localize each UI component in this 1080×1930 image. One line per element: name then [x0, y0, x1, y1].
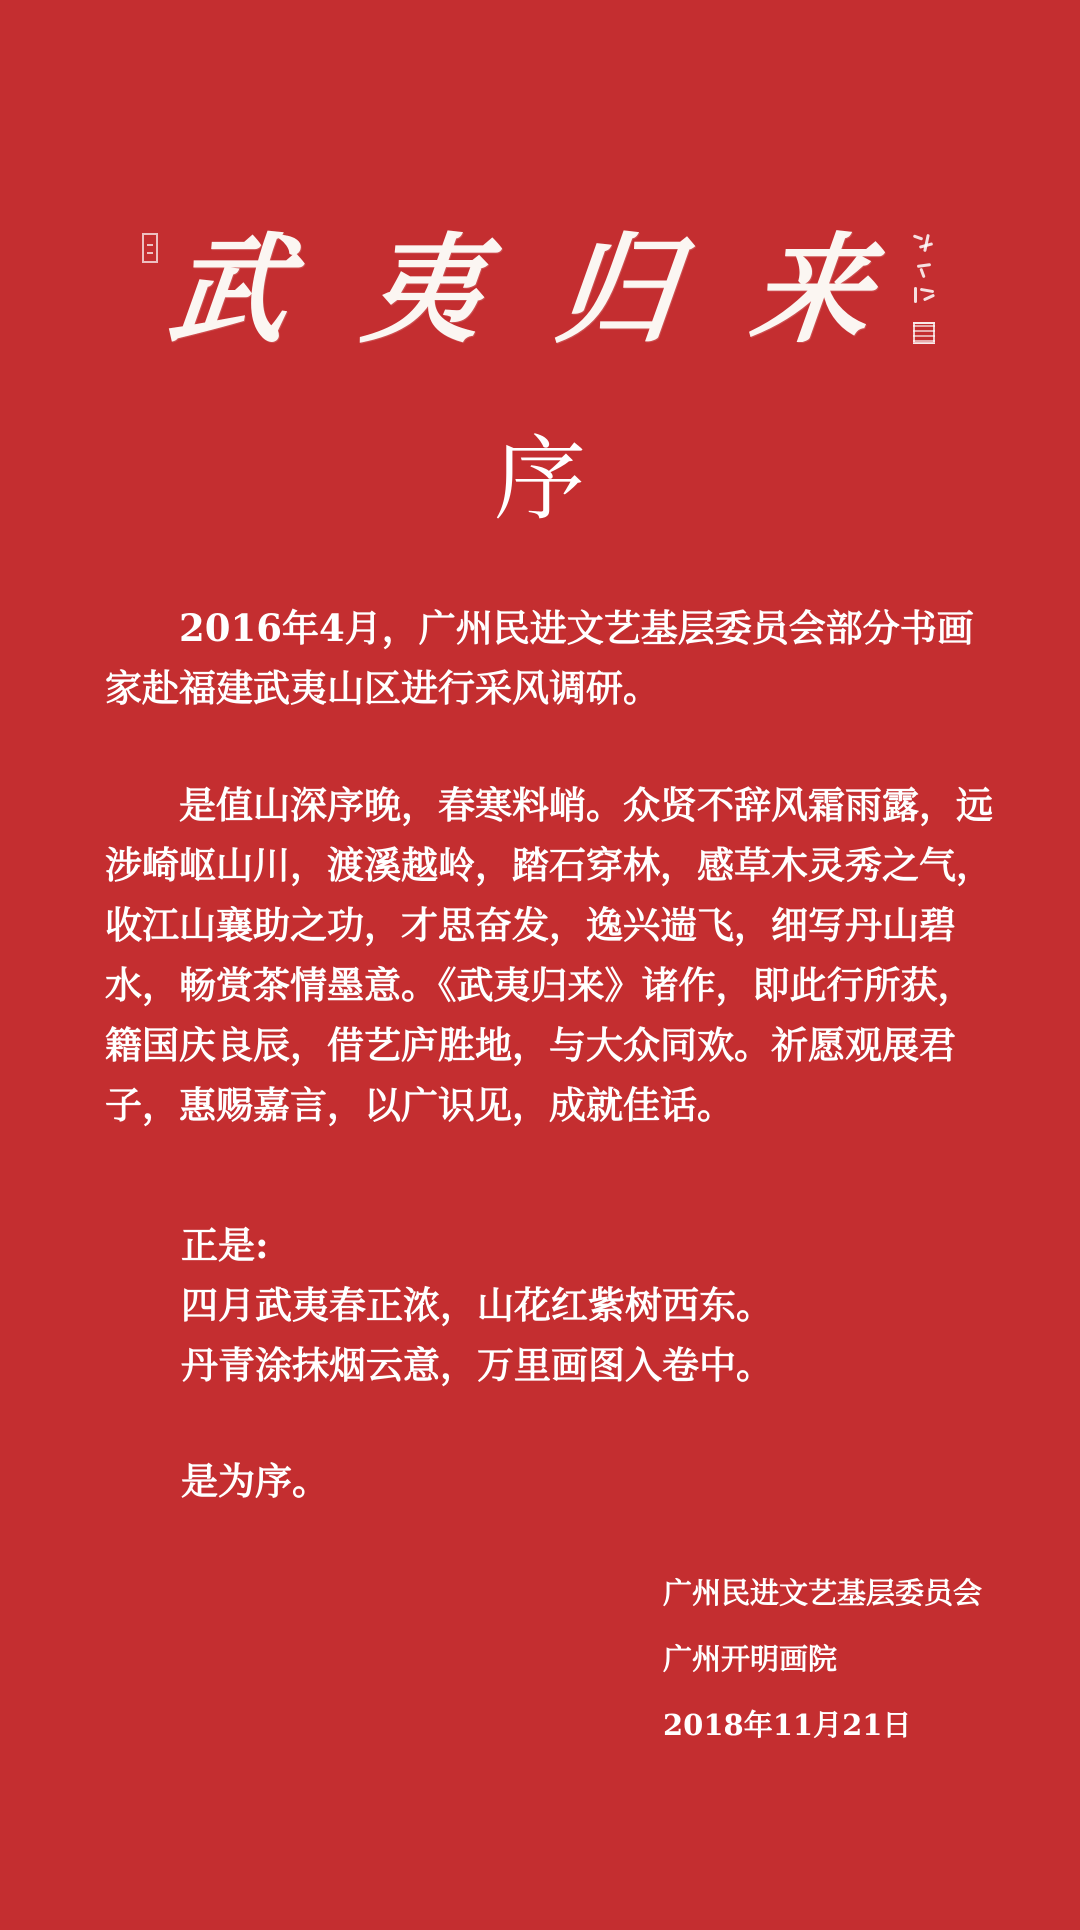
- paragraph-intro: [105, 598, 995, 718]
- calligraphy-title: [162, 205, 878, 375]
- name-seal-icon: [913, 322, 935, 344]
- title-char: 夷: [356, 220, 490, 359]
- preface-heading: 序: [493, 426, 586, 533]
- title-char: 武: [162, 220, 296, 359]
- paragraph-main: [105, 775, 995, 1135]
- poem-block: [181, 1215, 773, 1395]
- footer-academy: 广州开明画院: [663, 1642, 838, 1676]
- paragraph-text: 是值山深序晚，春寒料峭。众贤不辞风霜雨露，远涉崎岖山川，渡溪越岭，踏石穿林，感草木灵秀之气，收江山襄助之功，才思奋发，逸兴遄飞，细写丹山碧水，畅赏茶情墨意。《武夷归来》诸作，即此行所获，籍国庆良辰，借艺庐胜地，与大众同欢。祈愿观展君子，惠赐嘉言，以广识见，成就佳话。: [105, 783, 993, 1127]
- footer-organization: 广州民进文艺基层委员会: [663, 1576, 983, 1610]
- poem-line: 丹青涂抹烟云意，万里画图入卷中。: [181, 1343, 773, 1387]
- footer-signature-block: [663, 1560, 982, 1758]
- title-char: 来: [744, 220, 878, 359]
- closing-line: 是为序。: [181, 1459, 329, 1503]
- poem-line: 四月武夷春正浓，山花红紫树西东。: [181, 1283, 773, 1327]
- footer-date: 2018年11月21日: [663, 1708, 912, 1742]
- poem-intro: 正是:: [181, 1223, 269, 1267]
- seal-stamp-icon: [142, 233, 158, 263]
- title-char: 归: [550, 220, 684, 359]
- paragraph-text: 2016年4月，广州民进文艺基层委员会部分书画家赴福建武夷山区进行采风调研。: [105, 606, 974, 710]
